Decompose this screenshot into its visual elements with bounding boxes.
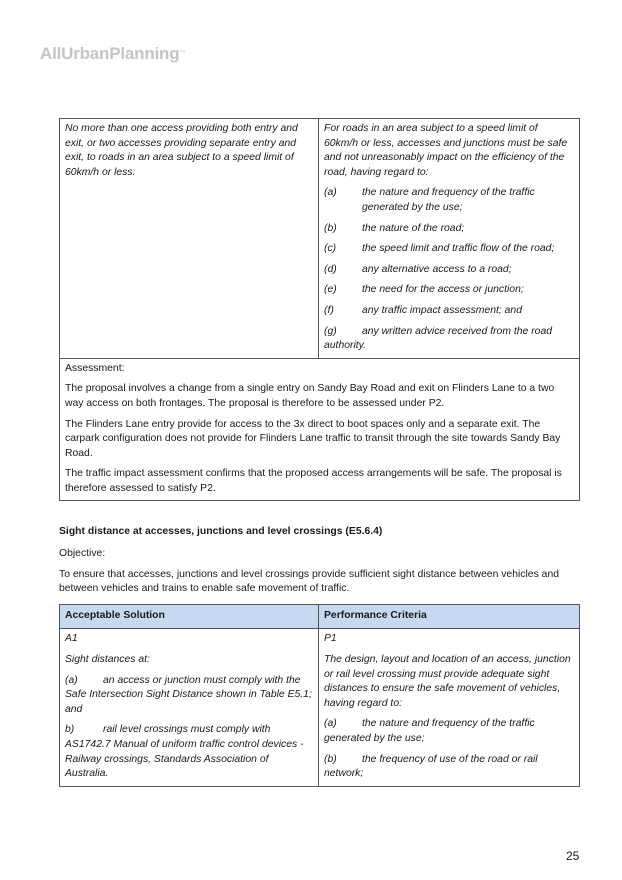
list-item: (b) the nature of the road; xyxy=(324,222,465,234)
sight-distance-table xyxy=(59,604,580,787)
table-row xyxy=(60,629,580,786)
list-item: (e) the need for the access or junction; xyxy=(324,284,524,296)
objective-label: Objective: xyxy=(59,548,106,560)
solution-code: A1 xyxy=(65,633,78,645)
assessment-paragraph: The Flinders Lane entry provide for access to the 3x direct to boot spaces only and a separate exit. The carpark configuration does not provide for Flinders Lane traffic to transit through the site towards Sandy Bay Road. xyxy=(65,418,561,459)
table-row xyxy=(60,358,580,501)
list-item: (a) the nature and frequency of the traffic generated by the use; xyxy=(324,187,535,213)
performance-criteria-cell xyxy=(319,119,580,359)
assessment-paragraph: The proposal involves a change from a single entry on Sandy Bay Road and exit on Flinders Lane to a two way access on both frontages. The proposal is therefore to be assessed under P2. xyxy=(65,383,555,409)
page-number: 25 xyxy=(566,849,580,863)
acceptable-solution-text: No more than one access providing both entry and exit, or two accesses providing separate entry and exit, to roads in an area subject to a speed limit of 60km/h or less. xyxy=(65,123,298,178)
list-item: (g) any written advice received from the road authority. xyxy=(324,325,553,352)
list-item: (c) the speed limit and traffic flow of the road; xyxy=(324,243,555,255)
table-row xyxy=(60,119,580,359)
list-item: b) rail level crossings must comply with AS1742.7 Manual of uniform traffic control devices - Railway crossings, Standards Association of Australia. xyxy=(65,724,304,780)
document-body xyxy=(59,118,579,787)
assessment-paragraph: The traffic impact assessment confirms that the proposed access arrangements will be safe. The proposal is therefore assessed to satisfy P2. xyxy=(65,468,562,494)
logo-text: AllUrbanPlanning xyxy=(40,44,180,63)
objective-text: To ensure that accesses, junctions and level crossings provide sufficient sight distance between vehicles and between vehicles and trains to enable safe movement of traffic. xyxy=(59,568,559,595)
column-header: Acceptable Solution xyxy=(60,604,319,629)
list-item: (d) any alternative access to a road; xyxy=(324,263,512,275)
access-table xyxy=(59,118,580,501)
assessment-cell xyxy=(60,358,580,501)
criteria-intro: The design, layout and location of an access, junction or rail level crossing must provide adequate sight distances to ensure the safe movement of vehicles, having regard to: xyxy=(324,654,571,709)
performance-criteria-cell xyxy=(319,629,580,786)
acceptable-solution-cell xyxy=(60,119,319,359)
table-header-row xyxy=(60,604,580,629)
list-item: (a) an access or junction must comply with the Safe Intersection Sight Distance shown in Table E5.1; and xyxy=(65,674,312,715)
solution-intro: Sight distances at: xyxy=(65,654,150,666)
criteria-code: P1 xyxy=(324,633,337,645)
list-item: (b) the frequency of use of the road or rail network; xyxy=(324,753,538,780)
logo-trademark: TM xyxy=(179,48,185,54)
acceptable-solution-cell xyxy=(60,629,319,786)
column-header: Performance Criteria xyxy=(319,604,580,629)
company-logo xyxy=(40,44,185,64)
criteria-intro: For roads in an area subject to a speed limit of 60km/h or less, accesses and junctions must be safe and not unreasonably impact on the efficiency of the road, having regard to: xyxy=(324,123,568,178)
list-item: (a) the nature and frequency of the traffic generated by the use; xyxy=(324,718,535,744)
section-heading: Sight distance at accesses, junctions and level crossings (E5.6.4) xyxy=(59,526,383,538)
list-item: (f) any traffic impact assessment; and xyxy=(324,304,522,316)
assessment-label: Assessment: xyxy=(65,362,125,374)
